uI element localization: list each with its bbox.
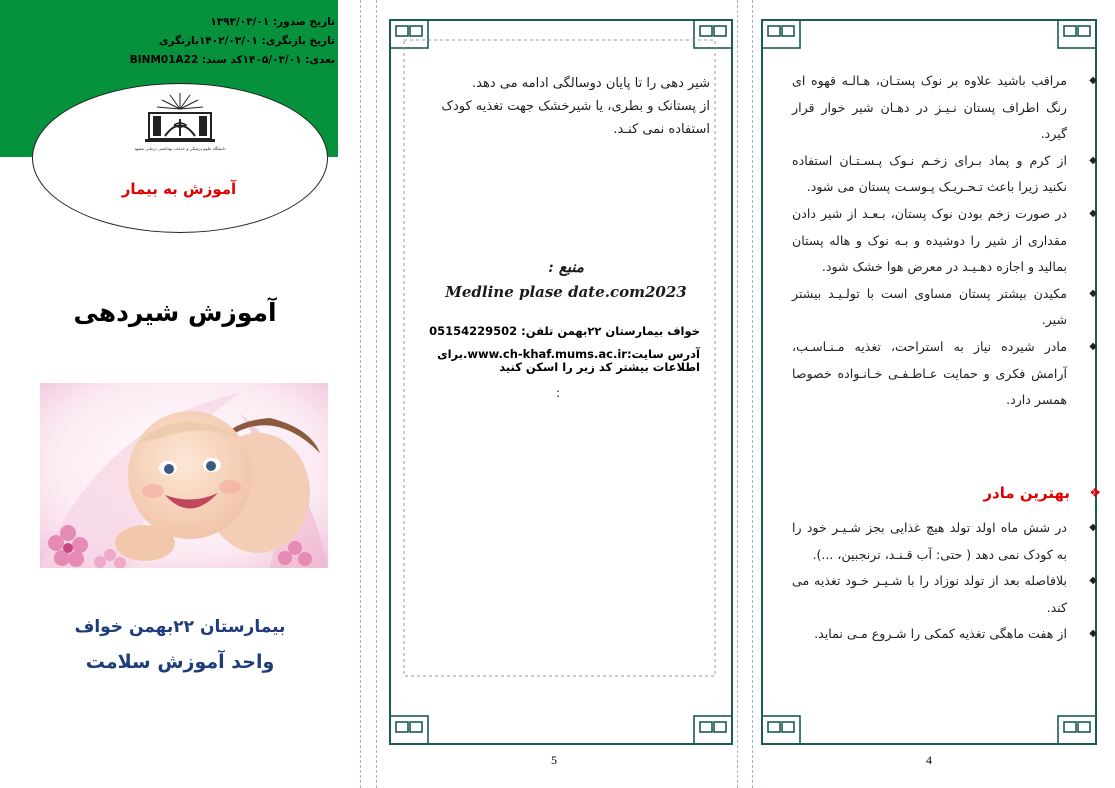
text-line: شیر دهی را تا پایان دوسالگی ادامه می دهد. [472,76,710,91]
list-item: ◆ بلافاصله بعد از تولد نوزاد را با شـیـر خـود تغذیه می کند. [792,568,1067,621]
issue-date: تاریخ صدور: ۱۳۹۳/۰۳/۰۱ [210,16,335,28]
bullet-icon: ◆ [1089,207,1097,219]
panel-divider [737,0,739,788]
document-meta [130,13,335,70]
document-code: بعدی: ۱۴۰۵/۰۳/۰۱کد سند: BINM01A22 [129,54,335,66]
list-item: ◆ از هفت ماهگی تغذیه کمکی را شـروع مـی نماید. [792,621,1067,648]
list-item: ◆ در صورت زخم بودن نوک پستان، بـعـد از شیر دادن مقداری از شیر را دوشیده و بـه نوک و هاله پستان بمالید و اجازه دهـیـد در معرض هوا خشک شود. [792,201,1067,281]
contact-phone: خواف بیمارستان ۲۲بهمن تلفن: 05154229502 [429,324,700,338]
review-date: تاریخ بازنگری: ۱۴۰۲/۰۳/۰۱بازنگری [158,35,335,47]
bullet-icon: ◆ [1089,340,1097,352]
contact-info [410,325,700,374]
qr-placeholder-colon: : [556,386,561,400]
bullet-icon: ◆ [1089,522,1097,533]
contact-website: آدرس سایت:www.ch-khaf.mums.ac.ir.برای [437,347,700,361]
list-item: ◆ مادر شیرده نیاز به استراحت، تغذیه مـنـاسـب، آرامش فکری و حمایت عـاطـفـی خـانـواده خصوصا همسر دارد. [792,334,1067,414]
patient-education-label: آموزش به بیمار [121,180,237,198]
bullet-icon: ◆ [1089,287,1097,299]
source-value: Medline plase date.com2023 [445,283,687,301]
page-number: 5 [551,753,557,767]
mother-baby-photo [40,383,328,568]
tips-list [792,68,1097,414]
page-number: 4 [926,753,932,767]
text-line: از پستانک و بطری، یا شیرخشک جهت تغذیه کودک استفاده نمی کنـد. [441,99,710,137]
bullet-icon: ◆ [1089,75,1097,86]
svg-text:دانشگاه علوم پزشکی و خدمات بهد: دانشگاه علوم پزشکی و خدمات بهداشتی درمانی مشهد [134,146,226,151]
bullet-icon: ◆ [1089,628,1097,640]
page-title: آموزش شیردهی [73,298,277,327]
best-mother-list [792,515,1097,648]
list-item: ◆ مکیدن بیشتر پستان مساوی است با تولـیـد بیشتر شیر. [792,281,1067,334]
unit-name: واحد آموزش سلامت [85,651,275,673]
hospital-name: بیمارستان ۲۲بهمن خواف [74,617,286,637]
page-5-text [418,72,710,141]
list-item: ◆ در شش ماه اولد تولد هیچ غذایی بجز شـیـر خود را به کودک نمی دهد ( حتی: آب قـنـد، ترنجبین، ...). [792,515,1067,568]
source-label: منبع : [548,258,584,276]
list-item: ◆ مراقب باشید علاوه بر نوک پستـان، هـالـه قهوه ای رنگ اطراف پستان نـیـز در دهـان شیر خوار قرار گیرد. [792,68,1067,148]
university-logo-icon [129,91,231,153]
mother-baby-image [40,383,328,568]
bullet-icon: ◆ [1089,154,1097,166]
list-item: ◆ از کرم و پماد بـرای زخـم نـوک پـسـتـان استفاده نکنید زیرا باعث تـحـریـک پـوسـت پستان می شود. [792,148,1067,201]
contact-scan-note: اطلاعات بیشتر کد زیر را اسکن کنید [499,360,700,374]
diamond-bullet-icon: ❖ [1089,486,1101,501]
bullet-icon: ◆ [1089,575,1097,587]
panel-divider [360,0,362,788]
cover-panel [0,0,360,788]
section-heading: ❖ بهترین مادر [983,484,1101,502]
university-logo [129,91,231,153]
